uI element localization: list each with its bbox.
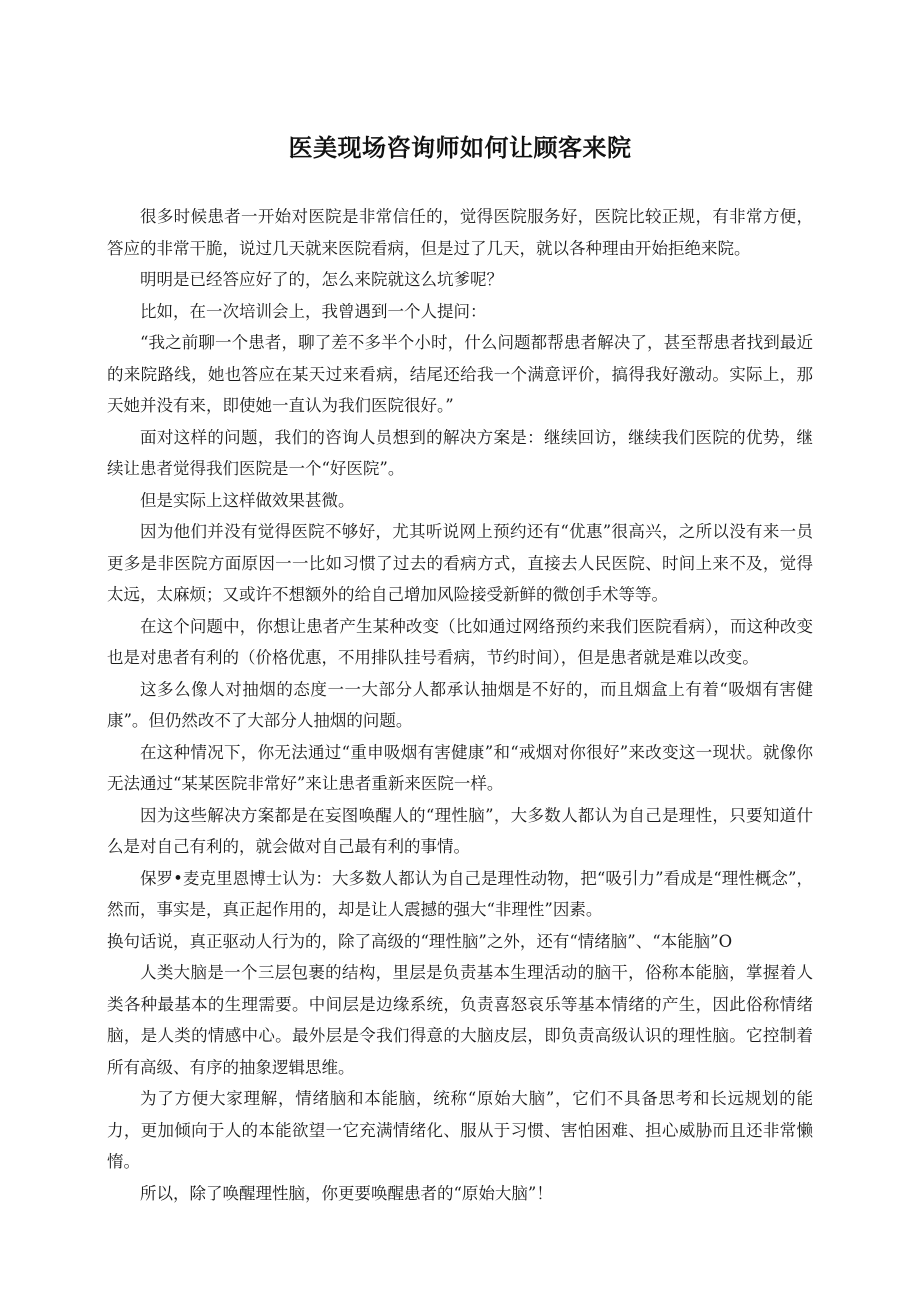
paragraph-example-lead: 比如，在一次培训会上，我曾遇到一个人提问： bbox=[140, 301, 487, 321]
document-title: 医美现场咨询师如何让顾客来院 bbox=[288, 134, 632, 162]
document-body bbox=[107, 201, 813, 1209]
paragraph-maclean: 保罗•麦克里恩博士认为：大多数人都认为自己是理性动物，把“吸引力”看成是“理性概念”，然而，事实是，真正起作用的，却是让人震撼的强大“非理性”因素。 bbox=[107, 868, 813, 919]
paragraph-brain-structure: 人类大脑是一个三层包裹的结构，里层是负责基本生理活动的脑干，俗称本能脑，掌握着人类各种最基本的生理需要。中间层是边缘系统，负责喜怒哀乐等基本情绪的产生，因此俗称情绪脑，是人类的情感中心。最外层是令我们得意的大脑皮层，即负责高级认识的理性脑。它控制着所有高级、有序的抽象逻辑思维。 bbox=[107, 963, 813, 1077]
paragraph-intro: 很多时候患者一开始对医院是非常信任的，觉得医院服务好，医院比较正规，有非常方便，答应的非常干脆，说过几天就来医院看病，但是过了几天，就以各种理由开始拒绝来院。 bbox=[107, 207, 813, 258]
paragraph-quote: “我之前聊一个患者，聊了差不多半个小时，什么问题都帮患者解决了，甚至帮患者找到最近的来院路线，她也答应在某天过来看病，结尾还给我一个满意评价，搞得我好激动。实际上，那天她并没有来，即使她一直认为我们医院很好。” bbox=[107, 333, 813, 415]
paragraph-smoking: 这多么像人对抽烟的态度一一大部分人都承认抽烟是不好的，而且烟盒上有着“吸烟有害健康”。但仍然改不了大部分人抽烟的问题。 bbox=[107, 679, 813, 730]
paragraph-effect: 但是实际上这样做效果甚微。 bbox=[140, 490, 355, 510]
paragraph-primitive-brain: 为了方便大家理解，情绪脑和本能脑，统称“原始大脑”，它们不具备思考和长远规划的能力，更加倾向于人的本能欲望一它充满情绪化、服从于习惯、害怕困难、担心威胁而且还非常懒惰。 bbox=[107, 1089, 813, 1171]
paragraph-conclusion: 所以，除了唤醒理性脑，你更要唤醒患者的“原始大脑”！ bbox=[140, 1183, 553, 1203]
paragraph-change: 在这个问题中，你想让患者产生某种改变（比如通过网络预约来我们医院看病），而这种改变也是对患者有利的（价格优惠，不用排队挂号看病，节约时间），但是患者就是难以改变。 bbox=[107, 616, 813, 667]
paragraph-reason: 因为他们并没有觉得医院不够好，尤其听说网上预约还有“优惠”很高兴，之所以没有来一员更多是非医院方面原因一一比如习惯了过去的看病方式，直接去人民医院、时间上来不及，觉得太远，太麻烦；又或许不想额外的给自己增加风险接受新鲜的微创手术等等。 bbox=[107, 522, 813, 604]
paragraph-rational-brain: 因为这些解决方案都是在妄图唤醒人的“理性脑”，大多数人都认为自己是理性，只要知道什么是对自己有利的，就会做对自己最有利的事情。 bbox=[107, 805, 813, 856]
paragraph-in-other-words: 换句话说，真正驱动人行为的，除了高级的“理性脑”之外，还有“情绪脑”、“本能脑”O bbox=[107, 931, 733, 951]
paragraph-solution: 面对这样的问题，我们的咨询人员想到的解决方案是：继续回访，继续我们医院的优势，继续让患者觉得我们医院是一个“好医院”。 bbox=[107, 427, 813, 478]
paragraph-situation: 在这种情况下，你无法通过“重申吸烟有害健康”和“戒烟对你很好”来改变这一现状。就像你无法通过“某某医院非常好”来让患者重新来医院一样。 bbox=[107, 742, 813, 793]
paragraph-question: 明明是已经答应好了的，怎么来院就这么坑爹呢？ bbox=[140, 270, 503, 289]
